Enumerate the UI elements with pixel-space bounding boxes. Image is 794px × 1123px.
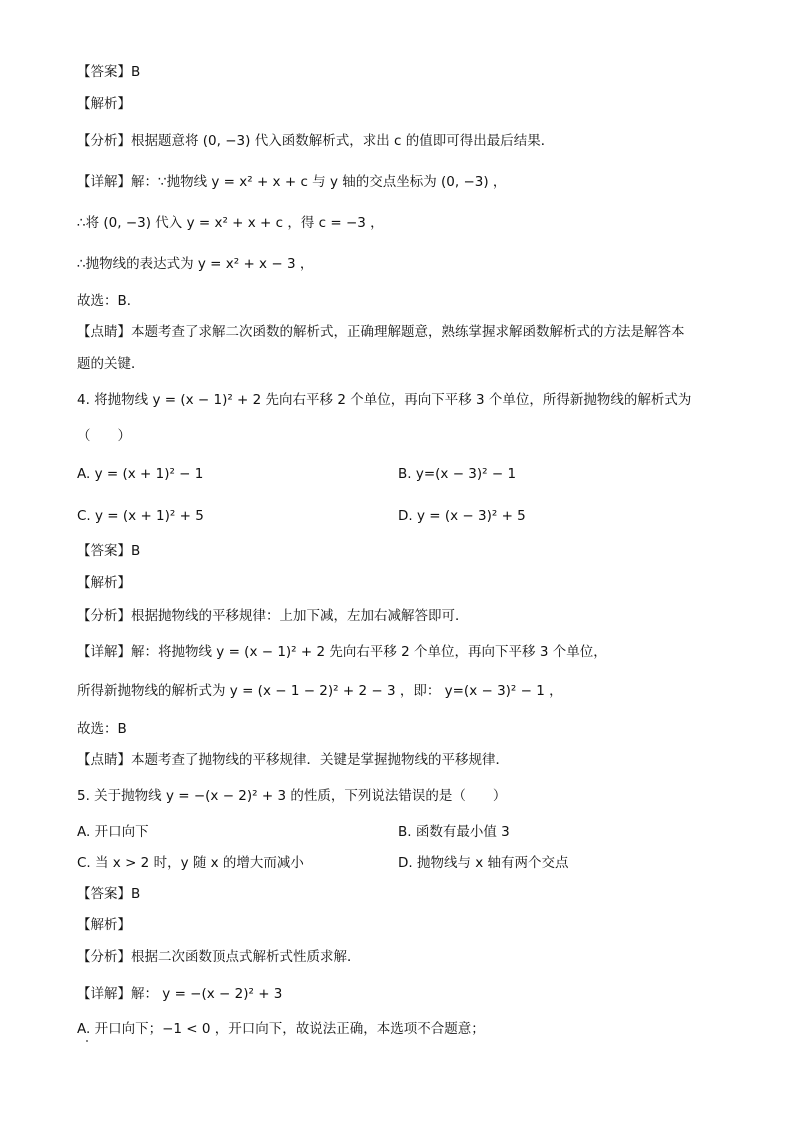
question-4-bracket: （ ） [77, 428, 131, 444]
comment-line-4: 【点睛】本题考查了抛物线的平移规律．关键是掌握抛物线的平移规律． [77, 752, 509, 768]
analysis-heading-4: 【解析】 [77, 575, 131, 591]
answer-label-3: 【答案】B [77, 64, 141, 80]
comment-line-3-1: 【点睛】本题考查了求解二次函数的解析式，正确理解题意，熟练掌握求解函数解析式的方法是解答本 [77, 324, 685, 340]
solution-line-4-2: 所得新抛物线的解析式为 y = (x − 1 − 2)² + 2 − 3 ，即： y=(x − 3)² − 1 ， [77, 683, 563, 699]
solution-line-3-1: 【详解】解：∵抛物线 y = x² + x + c 与 y 轴的交点坐标为 (0, −3) ， [77, 174, 507, 190]
option-4b: B. y=(x − 3)² − 1 [398, 466, 517, 482]
option-5b: B. 函数有最小值 3 [398, 824, 510, 840]
option-5d: D. 抛物线与 x 轴有两个交点 [398, 855, 569, 871]
page-speck [86, 1040, 88, 1042]
option-5c: C. 当 x > 2 时，y 随 x 的增大而减小 [77, 855, 304, 871]
choice-line-4: 故选：B [77, 721, 127, 737]
analysis-text-4: 【分析】根据抛物线的平移规律：上加下减，左加右减解答即可． [77, 608, 469, 624]
solution-line-3-2: ∴将 (0, −3) 代入 y = x² + x + c ，得 c = −3 ， [77, 215, 384, 231]
question-5-text: 5. 关于抛物线 y = −(x − 2)² + 3 的性质，下列说法错误的是（ ） [77, 788, 507, 804]
analysis-text-5: 【分析】根据二次函数顶点式解析式性质求解． [77, 949, 361, 965]
analysis-text-3: 【分析】根据题意将 (0, −3) 代入函数解析式，求出 c 的值即可得出最后结果． [77, 133, 555, 149]
option-4c: C. y = (x + 1)² + 5 [77, 508, 204, 524]
analysis-heading-3: 【解析】 [77, 96, 131, 112]
analysis-heading-5: 【解析】 [77, 917, 131, 933]
solution-line-3-3: ∴抛物线的表达式为 y = x² + x − 3 ， [77, 256, 314, 272]
answer-label-4: 【答案】B [77, 543, 141, 559]
solution-line-5-2: A. 开口向下；−1 < 0 ，开口向下，故说法正确，本选项不合题意； [77, 1021, 485, 1037]
question-4-text: 4. 将抛物线 y = (x − 1)² + 2 先向右平移 2 个单位，再向下平移 3 个单位，所得新抛物线的解析式为 [77, 392, 692, 408]
solution-line-4-1: 【详解】解：将抛物线 y = (x − 1)² + 2 先向右平移 2 个单位，再向下平移 3 个单位， [77, 644, 607, 660]
solution-line-5-1: 【详解】解： y = −(x − 2)² + 3 [77, 986, 283, 1002]
option-5a: A. 开口向下 [77, 824, 149, 840]
choice-line-3: 故选：B． [77, 293, 141, 309]
option-4a: A. y = (x + 1)² − 1 [77, 466, 204, 482]
comment-line-3-2: 题的关键． [77, 356, 145, 372]
option-4d: D. y = (x − 3)² + 5 [398, 508, 526, 524]
answer-label-5: 【答案】B [77, 886, 141, 902]
